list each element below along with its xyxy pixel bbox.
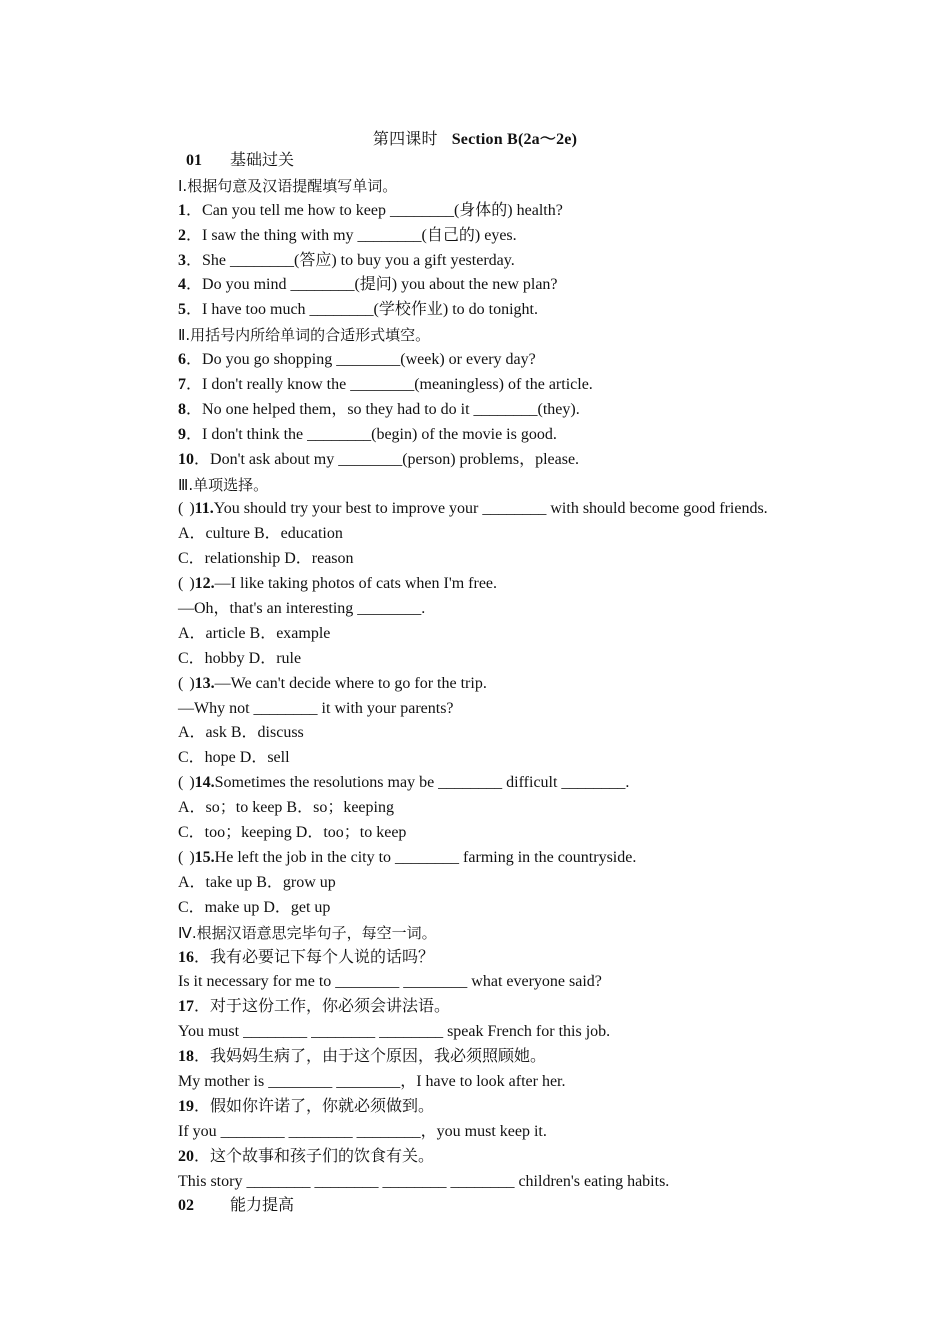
question-1: 1．Can you tell me how to keep ________(身体的) health? xyxy=(178,201,563,219)
question-14-options-ab: A．so；to keep B．so；keeping xyxy=(178,799,394,817)
question-3: 3．She ________(答应) to buy you a gift yesterday. xyxy=(178,251,515,269)
question-18-english: My mother is ________ ________，I have to look after her. xyxy=(178,1072,566,1090)
question-16-chinese: 16．我有必要记下每个人说的话吗？ xyxy=(178,948,435,966)
question-15-options-ab: A．take up B．grow up xyxy=(178,873,336,891)
question-17-english: You must ________ ________ ________ speak French for this job. xyxy=(178,1023,611,1041)
question-12: ( )12.—I like taking photos of cats when I'm free. xyxy=(178,575,498,593)
question-20-english: This story ________ ________ ________ ________ children's eating habits. xyxy=(178,1172,670,1190)
title-chinese: 第四课时 xyxy=(372,131,438,148)
question-14-options-cd: C．too；keeping D．too；to keep xyxy=(178,824,407,842)
question-13-response: —Why not ________ it with your parents? xyxy=(178,699,454,717)
question-9: 9．I don't think the ________(begin) of the movie is good. xyxy=(178,425,557,443)
question-2: 2．I saw the thing with my ________(自己的) eyes. xyxy=(178,226,517,244)
question-11-options-cd: C．relationship D．reason xyxy=(178,550,354,568)
question-11: ( )11.You should try your best to improve your ________ with should become good friends. xyxy=(178,500,768,518)
question-6: 6．Do you go shopping ________(week) or every day? xyxy=(178,351,536,369)
heading-part-3: Ⅲ.单项选择。 xyxy=(178,475,269,494)
question-15: ( )15.He left the job in the city to ________ farming in the countryside. xyxy=(178,848,637,866)
question-19-english: If you ________ ________ ________，you must keep it. xyxy=(178,1122,547,1140)
question-13-options-cd: C．hope D．sell xyxy=(178,749,290,767)
worksheet-body xyxy=(178,149,918,1219)
question-12-response: —Oh，that's an interesting ________. xyxy=(178,600,426,618)
question-15-options-cd: C．make up D．get up xyxy=(178,898,331,916)
question-11-options-ab: A．culture B．education xyxy=(178,525,343,543)
question-16-english: Is it necessary for me to ________ ________ what everyone said? xyxy=(178,973,602,991)
question-10: 10．Don't ask about my ________(person) problems，please. xyxy=(178,450,580,468)
question-19-chinese: 19．假如你许诺了，你就必须做到。 xyxy=(178,1097,435,1115)
question-8: 8．No one helped them，so they had to do it ________(they). xyxy=(178,400,580,418)
question-18-chinese: 18．我妈妈生病了，由于这个原因，我必须照顾她。 xyxy=(178,1048,547,1066)
question-20-chinese: 20．这个故事和孩子们的饮食有关。 xyxy=(178,1147,435,1165)
question-17-chinese: 17．对于这份工作，你必须会讲法语。 xyxy=(178,998,451,1016)
section-header-02: 02 能力提高 xyxy=(178,1197,295,1215)
question-4: 4．Do you mind ________(提问) you about the new plan? xyxy=(178,276,558,294)
title-section: Section B(2a～2e) xyxy=(451,131,578,148)
heading-part-4: Ⅳ.根据汉语意思完毕句子，每空一词。 xyxy=(178,923,437,942)
question-13: ( )13.—We can't decide where to go for the trip. xyxy=(178,674,487,692)
question-7: 7．I don't really know the ________(meaningless) of the article. xyxy=(178,376,593,394)
question-12-options-ab: A．article B．example xyxy=(178,624,331,642)
heading-part-1: Ⅰ.根据句意及汉语提醒填写单词。 xyxy=(178,176,398,195)
heading-part-2: Ⅱ.用括号内所给单词的合适形式填空。 xyxy=(178,326,431,345)
question-14: ( )14.Sometimes the resolutions may be ________ difficult ________. xyxy=(178,774,630,792)
question-5: 5．I have too much ________(学校作业) to do tonight. xyxy=(178,301,538,319)
section-header-01: 01 基础过关 xyxy=(186,152,295,169)
question-13-options-ab: A．ask B．discuss xyxy=(178,724,304,742)
page-title xyxy=(0,126,950,149)
question-12-options-cd: C．hobby D．rule xyxy=(178,649,302,667)
